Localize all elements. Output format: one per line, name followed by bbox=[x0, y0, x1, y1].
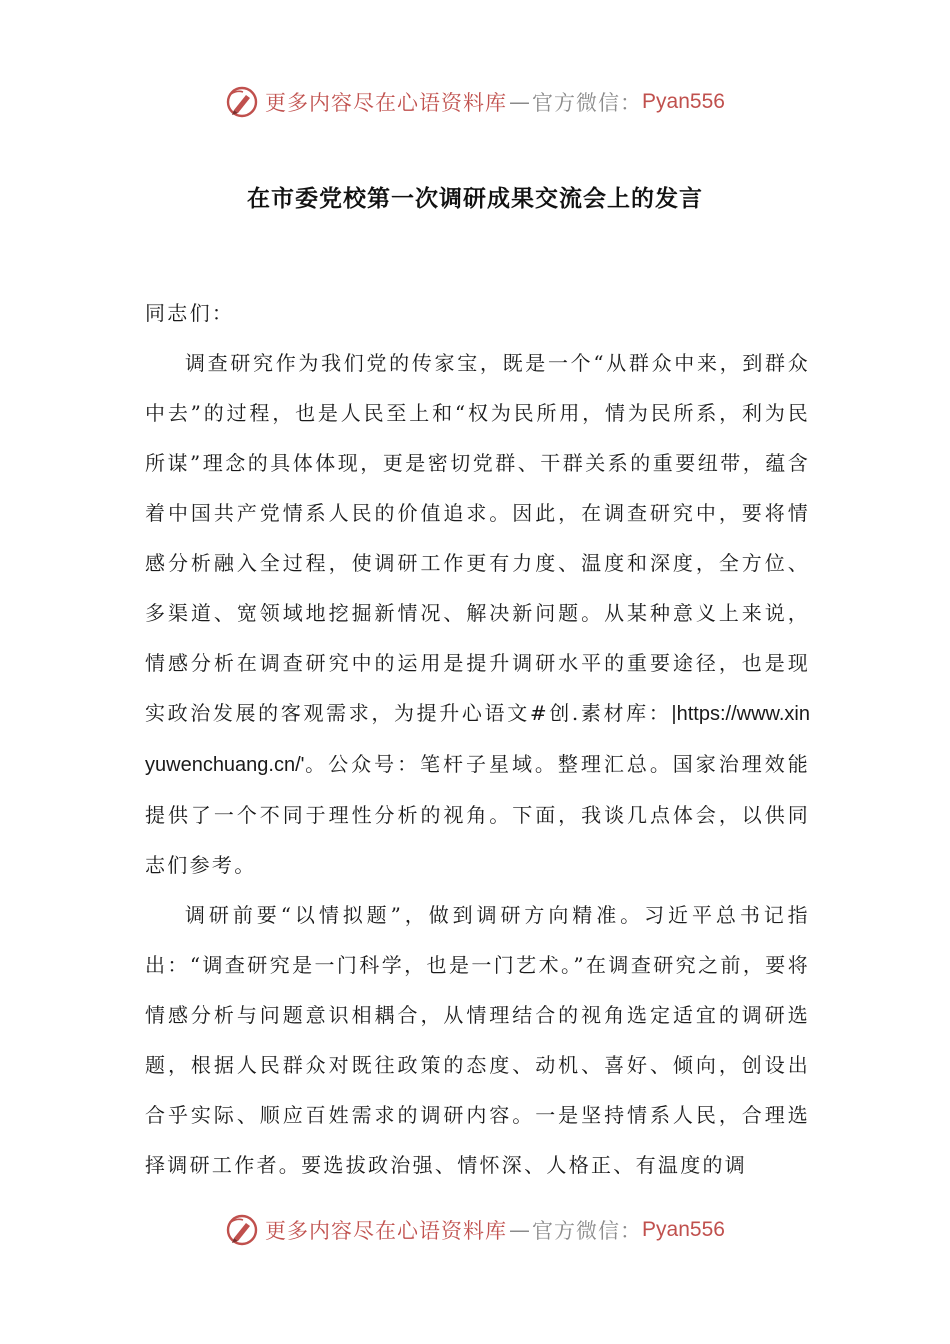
document-body bbox=[145, 288, 810, 1190]
banner-wechat-id: Pyan556 bbox=[642, 1218, 725, 1241]
paragraph-2: 调研前要“以情拟题”，做到调研方向精准。习近平总书记指出：“调查研究是一门科学，也是一门艺术。”在调查研究之前，要将情感分析与问题意识相耦合，从情理结合的视角选定适宜的调研选题，根据人民群众对既往政策的态度、动机、喜好、倾向，创设出合乎实际、顺应百姓需求的调研内容。一是坚持情系人民，合理选择调研工作者。要选拔政治强、情怀深、人格正、有温度的调 bbox=[145, 903, 810, 1177]
banner-main-text: 更多内容尽在心语资料库 bbox=[265, 91, 508, 115]
document-title: 在市委党校第一次调研成果交流会上的发言 bbox=[247, 186, 703, 212]
banner-wechat-label: 官方微信： bbox=[532, 1219, 643, 1243]
pen-logo-icon bbox=[225, 1213, 259, 1247]
banner-separator: — bbox=[509, 1218, 531, 1242]
banner-wechat-label: 官方微信： bbox=[532, 91, 643, 115]
pen-logo-icon bbox=[225, 85, 259, 119]
paragraph-1-text-b: 。公众号：笔杆子星域。整理汇总。国家治理效能提供了一个不同于理性分析的视角。下面，我谈几点体会，以供同志们参考。 bbox=[145, 752, 810, 877]
footer-banner bbox=[0, 1208, 950, 1252]
banner-main-text: 更多内容尽在心语资料库 bbox=[265, 1219, 508, 1243]
banner-separator: — bbox=[509, 90, 531, 114]
salutation: 同志们： bbox=[145, 301, 235, 325]
banner-wechat-id: Pyan556 bbox=[642, 90, 725, 113]
paragraph-1-url: |https://www.xinyuwenchuang.cn/' bbox=[145, 703, 810, 776]
header-banner bbox=[0, 80, 950, 124]
paragraph-1 bbox=[145, 338, 810, 890]
paragraph-1-text-a: 调查研究作为我们党的传家宝，既是一个“从群众中来，到群众中去”的过程，也是人民至上和“权为民所用，情为民所系，利为民所谋”理念的具体体现，更是密切党群、干群关系的重要纽带，蕴含着中国共产党情系人民的价值追求。因此，在调查研究中，要将情感分析融入全过程，使调研工作更有力度、温度和深度，全方位、多渠道、宽领域地挖掘新情况、解决新问题。从某种意义上来说，情感分析在调查研究中的运用是提升调研水平的重要途径，也是现实政治发展的客观需求，为提升心语文#创.素材库： bbox=[145, 351, 810, 725]
